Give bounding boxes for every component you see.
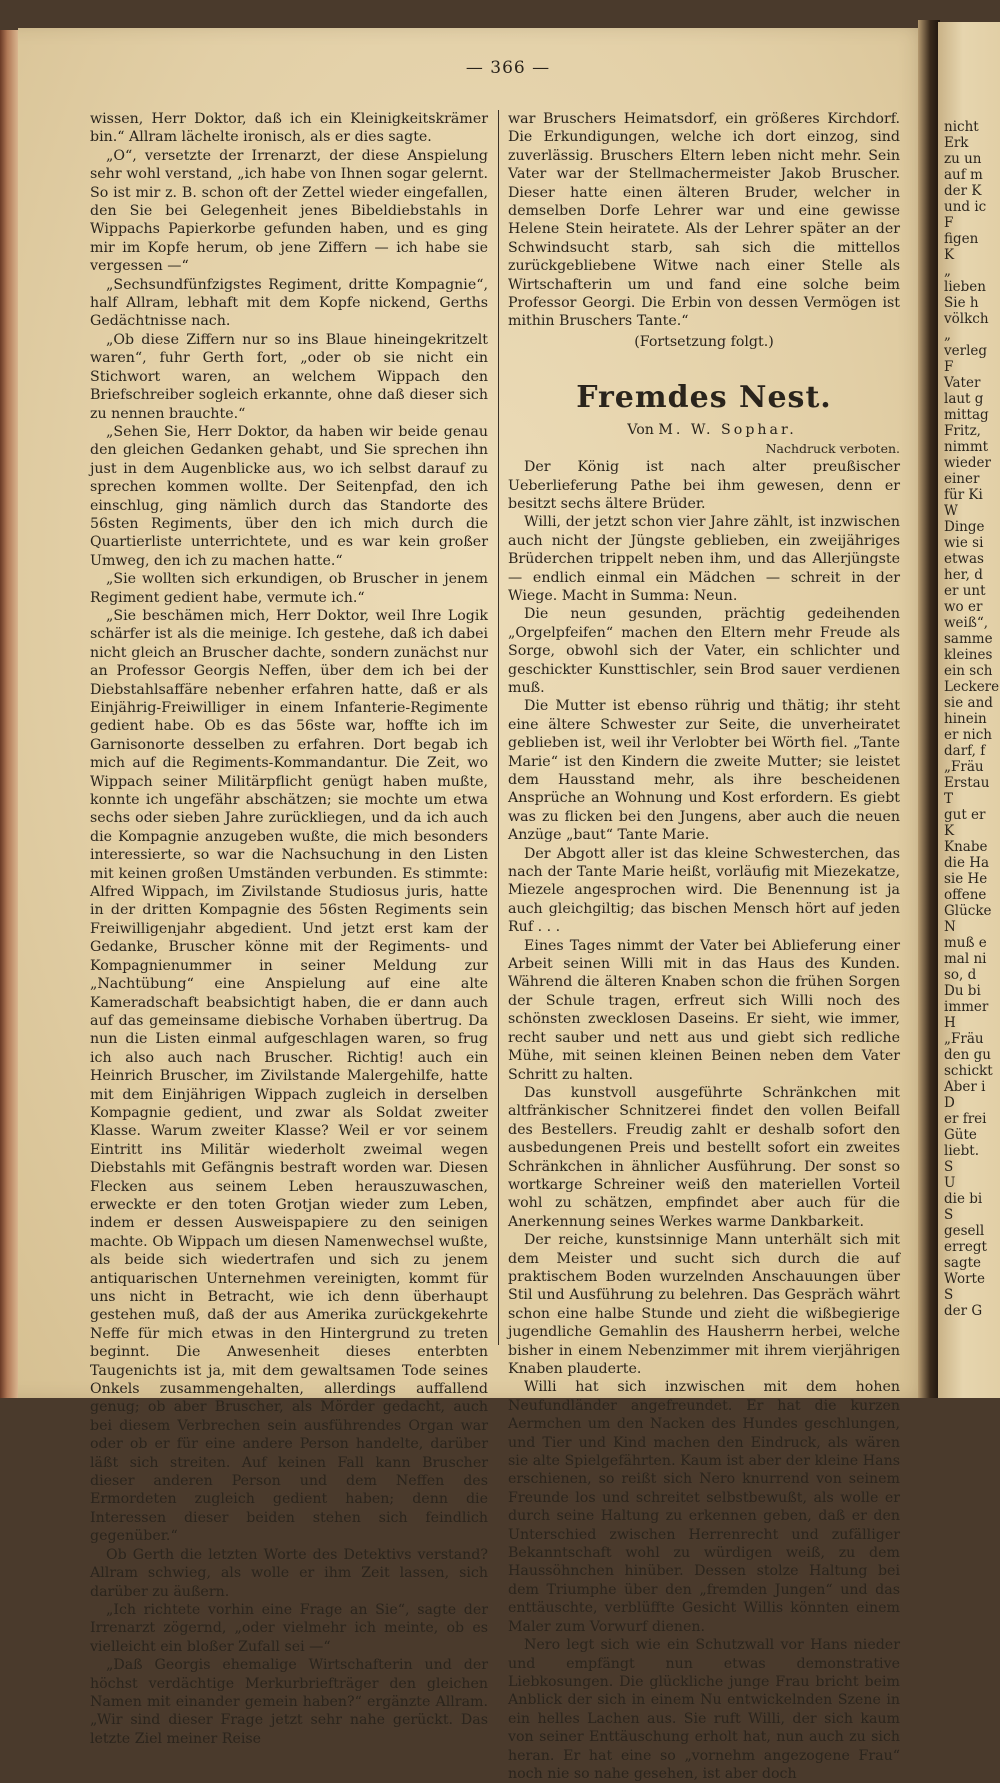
- facing-page-text-fragment: völkch: [944, 311, 989, 327]
- facing-page-text-fragment: er nich: [944, 727, 993, 743]
- left-column: [90, 110, 488, 1747]
- facing-page-text-fragment: er frei: [944, 1111, 987, 1127]
- paragraph: Die Mutter ist ebenso rührig und thätig; ihr steht eine ältere Schwester zur Seite, die unverheiratet geblieben ist, weil ihr Verlobter bei Wörth fiel. „Tante Marie“ ist den Kindern die zweite Mutter; sie leistet dem Hausstand mehr, als ihre bescheidenen Ansprüche an Wohnung und Kost erfordern. Es giebt was zu flicken bei den Jungens, aber auch die neuen Anzüge „baut“ Tante Marie.: [508, 698, 900, 844]
- facing-page-text-fragment: sie He: [944, 871, 988, 887]
- story-body: [508, 458, 900, 1783]
- facing-page-text-fragment: Erstau: [944, 775, 990, 791]
- facing-page-text-fragment: W: [944, 503, 958, 519]
- facing-page-text-fragment: Worte: [944, 1271, 985, 1287]
- paragraph: Der König ist nach alter preußischer Ueberlieferung Pathe bei ihm gewesen, denn er besitzt sechs ältere Brüder.: [508, 459, 900, 512]
- facing-page-text-fragment: weiß“,: [944, 615, 989, 631]
- facing-page-text-fragment: der G: [944, 1303, 983, 1319]
- facing-page-text-fragment: immer: [944, 999, 989, 1015]
- facing-page-text-fragment: Fritz,: [944, 423, 981, 439]
- facing-page-text-fragment: sagte: [944, 1255, 982, 1271]
- facing-page-text-fragment: K: [944, 247, 955, 263]
- facing-page-text-fragment: Leckere: [944, 679, 1000, 695]
- facing-page-text-fragment: nicht: [944, 119, 979, 135]
- facing-page-text-fragment: „: [944, 263, 951, 279]
- facing-page-text-fragment: T: [944, 791, 954, 807]
- facing-page-text-fragment: liebt.: [944, 1143, 979, 1159]
- facing-page-text-fragment: U: [944, 1175, 956, 1191]
- facing-page-text-fragment: auf m: [944, 167, 983, 183]
- byline-prefix: Von: [627, 422, 654, 439]
- facing-page-text-fragment: und ic: [944, 199, 987, 215]
- paragraph: „O“, versetzte der Irrenarzt, der diese Anspielung sehr wohl verstand, „ich habe von Ihnen sogar gelernt. So ist mir z. B. schon oft der Zettel wieder eingefallen, den Sie bei Gelegenheit jenes Bibeldiebstahls in Wippachs Papierkorbe gefunden haben, und es ging mir im Kopfe herum, ob jene Ziffern — ich habe sie vergessen —“: [90, 147, 488, 275]
- byline-author: M. W. Sophar.: [658, 422, 797, 439]
- facing-page-text-fragment: S: [944, 1207, 954, 1223]
- reprint-note: Nachdruck verboten.: [765, 440, 900, 456]
- facing-page-text-fragment: gut er: [944, 807, 986, 823]
- facing-page-text-fragment: die bi: [944, 1191, 983, 1207]
- facing-page-text-fragment: er unt: [944, 583, 986, 599]
- facing-page-text-fragment: D: [944, 1095, 955, 1111]
- facing-page-text-fragment: den gu: [944, 1047, 991, 1063]
- facing-page-text-fragment: die Ha: [944, 855, 990, 871]
- paragraph: „Sie wollten sich erkundigen, ob Bruscher in jenem Regiment gedient habe, vermute ich.“: [90, 571, 488, 606]
- column-divider: [498, 110, 499, 1345]
- facing-page-text-fragment: offene: [944, 887, 987, 903]
- facing-page-text-fragment: wieder: [944, 455, 991, 471]
- paragraph: „Sechsundfünfzigstes Regiment, dritte Kompagnie“, half Allram, lebhaft mit dem Kopfe nickend, Gerths Gedächtnisse nach.: [90, 276, 488, 330]
- paragraph: Das kunstvoll ausgeführte Schränkchen mit altfränkischer Schnitzerei findet den vollen Beifall des Bestellers. Freudig zahlt er deshalb sofort den ausbedungenen Preis und bestellt sofort ein zweites Schränkchen in ähnlicher Ausführung. Der sonst so wortkarge Schreiner weiß den materiellen Vorteil wohl zu schätzen, empfindet aber auch für die Anerkennung seines Werkes warme Dankbarkeit.: [508, 1084, 900, 1230]
- facing-page-text-fragment: nimmt: [944, 439, 989, 455]
- facing-page-text-fragment: Knabe: [944, 839, 988, 855]
- facing-page-text-fragment: gesell: [944, 1223, 985, 1239]
- facing-page-text-fragment: schickt: [944, 1063, 993, 1079]
- page-edge-left: [0, 30, 18, 1398]
- facing-page-text-fragment: H: [944, 1015, 956, 1031]
- paragraph: wissen, Herr Doktor, daß ich ein Kleinigkeitskrämer bin.“ Allram lächelte ironisch, als er dies sagte.: [90, 111, 488, 146]
- facing-page-text-fragment: Dinge: [944, 519, 985, 535]
- facing-page-edge: [938, 22, 1000, 1398]
- facing-page-text-fragment: S: [944, 1159, 954, 1175]
- facing-page-text-fragment: lieben: [944, 279, 986, 295]
- paragraph: Nero legt sich wie ein Schutzwall vor Hans nieder und empfängt nun etwas demonstrative Liebkosungen. Die glückliche junge Frau bricht beim Anblick der sich in einem Nu entwickelnden Szene in ein helles Lachen aus. Sie ruft Willi, der sich kaum von seiner Enttäuschung erholt hat, nun auch zu sich heran. Er hat eine so „vornehm angezogene Frau“ noch nie so nahe gesehen, ist aber doch: [508, 1637, 900, 1782]
- facing-page-text-fragment: Glücke: [944, 903, 992, 919]
- paragraph: Der Abgott aller ist das kleine Schwesterchen, das nach der Tante Marie heißt, vorläufig mit Miezekatze, Miezele angesprochen wird. Die Benennung ist ja auch gleichgiltig; das bischen Mensch hört auf jeden Ruf . . .: [508, 845, 900, 936]
- facing-page-text-fragment: Sie h: [944, 295, 979, 311]
- facing-page-text-fragment: K: [944, 823, 955, 839]
- paragraph: Die neun gesunden, prächtig gedeihenden „Orgelpfeifen“ machen den Eltern mehr Freude als Sorge, obwohl sich der Vater, ein schlichter und geschickter Kunsttischler, sein Brod sauer verdienen muß.: [508, 606, 900, 696]
- byline: [508, 421, 900, 439]
- to-be-continued: (Fortsetzung folgt.): [634, 333, 774, 350]
- facing-page-text-fragment: Aber i: [944, 1079, 986, 1095]
- facing-page-text-fragment: „: [944, 327, 951, 343]
- facing-page-text-fragment: mal ni: [944, 951, 987, 967]
- facing-page-text-fragment: sie and: [944, 695, 993, 711]
- book-gutter: [918, 20, 940, 1398]
- facing-page-text-fragment: „Fräu: [944, 1031, 984, 1047]
- paragraph: „Ob diese Ziffern nur so ins Blaue hineingekritzelt waren“, fuhr Gerth fort, „oder ob sie nicht ein Stichwort waren, an welchem Wippach den Briefschreiber sogleich erkannte, ohne daß dieser sich zu nennen brauchte.“: [90, 331, 488, 422]
- facing-page-text-fragment: darf, f: [944, 743, 986, 759]
- paragraph: Willi hat sich inzwischen mit dem hohen Neufundländer angefreundet. Er hat die kurzen Aermchen um den Nacken des Hundes geschlungen, und Tier und Kind machen den Eindruck, als wären sie alte Spielgefährten. Kaum ist aber der kleine Hans erschienen, so reißt sich Nero knurrend von seinem Freunde los und schreitet selbstbewußt, als wolle er durch seine Haltung zu erkennen geben, daß er den Unterschied zwischen Herrenrecht und zufälliger Bekanntschaft wohl zu würdigen weiß, zu dem Haussöhnchen hinüber. Dessen stolze Haltung bei dem Triumphe über den „fremden Jungen“ und das enttäuschte, verblüffte Gesicht Willis könnten einem Maler zum Vorwurf dienen.: [508, 1379, 900, 1635]
- facing-page-text-fragment: F: [944, 359, 954, 375]
- facing-page-text-fragment: S: [944, 1287, 954, 1303]
- facing-page-text-fragment: so, d: [944, 967, 977, 983]
- facing-page-text-fragment: figen: [944, 231, 979, 247]
- facing-page-text-fragment: wo er: [944, 599, 983, 615]
- story-title: Fremdes Nest.: [576, 380, 832, 416]
- paragraph: Eines Tages nimmt der Vater bei Ablieferung einer Arbeit seinen Willi mit in das Haus des Kunden. Während die älteren Knaben schon die frühen Sorgen der Schule tragen, erfreut sich Willi noch des schönsten zwecklosen Daseins. Er sieht, wie immer, recht sauber und nett aus und giebt sich redliche Mühe, mit seinen kleinen Beinen neben dem Vater Schritt zu halten.: [508, 937, 900, 1083]
- facing-page-text-fragment: muß e: [944, 935, 987, 951]
- facing-page-text-fragment: Du bi: [944, 983, 981, 999]
- paragraph: Der reiche, kunstsinnige Mann unterhält sich mit dem Meister und sucht sich durch die auf praktischem Boden wurzelnden Anschauungen über Stil und Ausführung zu belehren. Das Gespräch währt schon eine halbe Stunde und zieht die wißbegierige jugendliche Gemahlin des Hausherrn herbei, welche bisher in einem Nebenzimmer mit ihrem vierjährigen Knaben plauderte.: [508, 1232, 900, 1377]
- facing-page-text-fragment: Erk: [944, 135, 969, 151]
- facing-page-text-fragment: N: [944, 919, 956, 935]
- facing-page-text-fragment: samme: [944, 631, 993, 647]
- facing-page-text-fragment: verleg: [944, 343, 988, 359]
- facing-page-text-fragment: hinein: [944, 711, 987, 727]
- paragraph: „Ich richtete vorhin eine Frage an Sie“, sagte der Irrenarzt zögernd, „oder vielmehr ich meinte, ob es vielleicht ein bloßer Zufall sei —“: [90, 1601, 488, 1655]
- paragraph: Willi, der jetzt schon vier Jahre zählt, ist inzwischen auch nicht der Jüngste geblieben, ein zweijähriges Brüderchen trippelt neben ihm, und das Allerjüngste — endlich einmal ein Mädchen — schreit in der Wiege. Macht in Summa: Neun.: [508, 514, 900, 604]
- paragraph: „Daß Georgis ehemalige Wirtschafterin und der höchst verdächtige Merkurbriefträger den gleichen Namen mit einander gemein haben?“ ergänzte Allram. „Wir sind dieser Frage jetzt sehr nahe gerückt. Das letzte Ziel meiner Reise: [90, 1657, 488, 1747]
- facing-page-text-fragment: her, d: [944, 567, 983, 583]
- right-column: [508, 110, 900, 1782]
- facing-page-text-fragment: etwas: [944, 551, 984, 567]
- facing-page-text-fragment: laut g: [944, 391, 984, 407]
- paragraph: „Sie beschämen mich, Herr Doktor, weil Ihre Logik schärfer ist als die meinige. Ich gestehe, daß ich dabei nicht gleich an Bruscher dachte, sondern zunächst nur an Professor Georgis Neffen, über dem ich bei der Diebstahlsaffäre nebenher erfahren hatte, daß er als Einjährig-Freiwilliger in einem Infanterie-Regimente gedient habe. Ob es das 56ste war, hoffte ich im Garnisonorte desselben zu erfahren. Dort begab ich mich auf die Regiments-Kommandantur. Die Zeit, wo Wippach seiner Militärpflicht genügt haben mußte, konnte ich ungefähr abschätzen; sie mochte um etwa sechs oder sieben Jahre zurückliegen, und da ich auch die Kompagnie anzugeben wußte, die mich besonders interessierte, so war die Nachsuchung in den Listen mit keinen großen Umständen verbunden. Es stimmte: Alfred Wippach, im Zivilstande Studiosus juris, hatte in der dritten Kompagnie des 56sten Regiments sein Freiwilligenjahr abgedient. Und jetzt erst kam der Gedanke, Bruscher könne mit der Regiments- und Kompagnienummer in seiner Meldung zur „Nachtübung“ eine Anspielung auf eine alte Kameradschaft beabsichtigt haben, die er dann auch auf das gemeinsame diebische Vorhaben übertrug. Da nun die Listen einmal aufgeschlagen waren, so frug ich also auch nach Bruscher. Richtig! auch ein Heinrich Bruscher, im Zivilstande Malergehilfe, hatte mit dem Einjährigen Wippach zugleich in derselben Kompagnie gedient, und zwar als Soldat zweiter Klasse. Warum zweiter Klasse? Weil er vor seinem Eintritt ins Militär wiederholt zweimal wegen Diebstahls mit Gefängnis bestraft worden war. Diesen Flecken aus seinem Leben herauszuwaschen, erweckte er den toten Grotjan wieder zum Leben, indem er dessen Ausweispapiere zu den seinigen machte. Ob Wippach um diesen Namenwechsel wußte, als beide sich wiedertrafen und sich zu jenem antiquarischen Unternehmen vereinigten, kommt für uns nicht in Betracht, wie ich denn überhaupt gestehen muß, daß der aus Amerika zurückgekehrte Neffe für mich etwas in den Hintergrund zu treten beginnt. Die Anwesenheit dieses enterbten Taugenichts ist ja, mit dem gewaltsamen Tode seines Onkels zusammengehalten, allerdings auffallend genug; ob aber Bruscher, als Mörder gedacht, auch bei diesem Verbrechen sein ausführendes Organ war oder ob er für eine andere Person handelte, darüber läßt sich streiten. Auf keinen Fall kann Bruscher dieser anderen Person und dem Neffen des Ermordeten zugleich gedient haben; denn die Interessen dieser beiden stehen sich feindlich gegenüber.“: [90, 607, 488, 1545]
- facing-page-text-fragment: F: [944, 215, 954, 231]
- paragraph: „Sehen Sie, Herr Doktor, da haben wir beide genau den gleichen Gedanken gehabt, und Sie sprechen ihn just in dem Augenblicke aus, wo ich selbst darauf zu sprechen kommen wollte. Der Seitenpfad, den ich einschlug, ging nämlich durch das Standorte des 56sten Regiments, über den ich mich durch die Quartierliste unterrichtete, und es war kein großer Umweg, den ich zu machen hatte.“: [90, 423, 488, 569]
- facing-page-text-fragment: Vater: [944, 375, 981, 391]
- facing-page-text-fragment: kleines: [944, 647, 993, 663]
- facing-page-text-fragment: mittag: [944, 407, 989, 423]
- facing-page-text-fragment: ein sch: [944, 663, 993, 679]
- story-continuation: war Bruschers Heimatsdorf, ein größeres Kirchdorf. Die Erkundigungen, welche ich dort einzog, sind zuverlässig. Bruschers Eltern leben nicht mehr. Sein Vater war der Stellmachermeister Jakob Bruscher. Dieser hatte einen älteren Bruder, welcher in demselben Dorfe Lehrer war und eine gewisse Helene Stein heiratete. Als der Lehrer später an der Schwindsucht starb, sah sich die mittellos zurückgebliebene Witwe nach einer Stelle als Wirtschafterin um und fand eine solche beim Professor Georgi. Die Erbin von dessen Vermögen ist mithin Bruschers Tante.“: [508, 111, 900, 330]
- facing-page-text-fragment: erregt: [944, 1239, 987, 1255]
- facing-page-text-fragment: zu un: [944, 151, 982, 167]
- facing-page-text-fragment: für Ki: [944, 487, 983, 503]
- paragraph: Ob Gerth die letzten Worte des Detektivs verstand? Allram schwieg, als wolle er ihm Zeit lassen, sich darüber zu äußern.: [90, 1546, 488, 1600]
- facing-page-text-fragment: Güte: [944, 1127, 977, 1143]
- facing-page-text-fragment: einer: [944, 471, 980, 487]
- facing-page-text-fragment: der K: [944, 183, 982, 199]
- facing-page-text-fragment: „Fräu: [944, 759, 984, 775]
- page-number: — 366 —: [465, 58, 551, 78]
- facing-page-text-fragment: wie si: [944, 535, 984, 551]
